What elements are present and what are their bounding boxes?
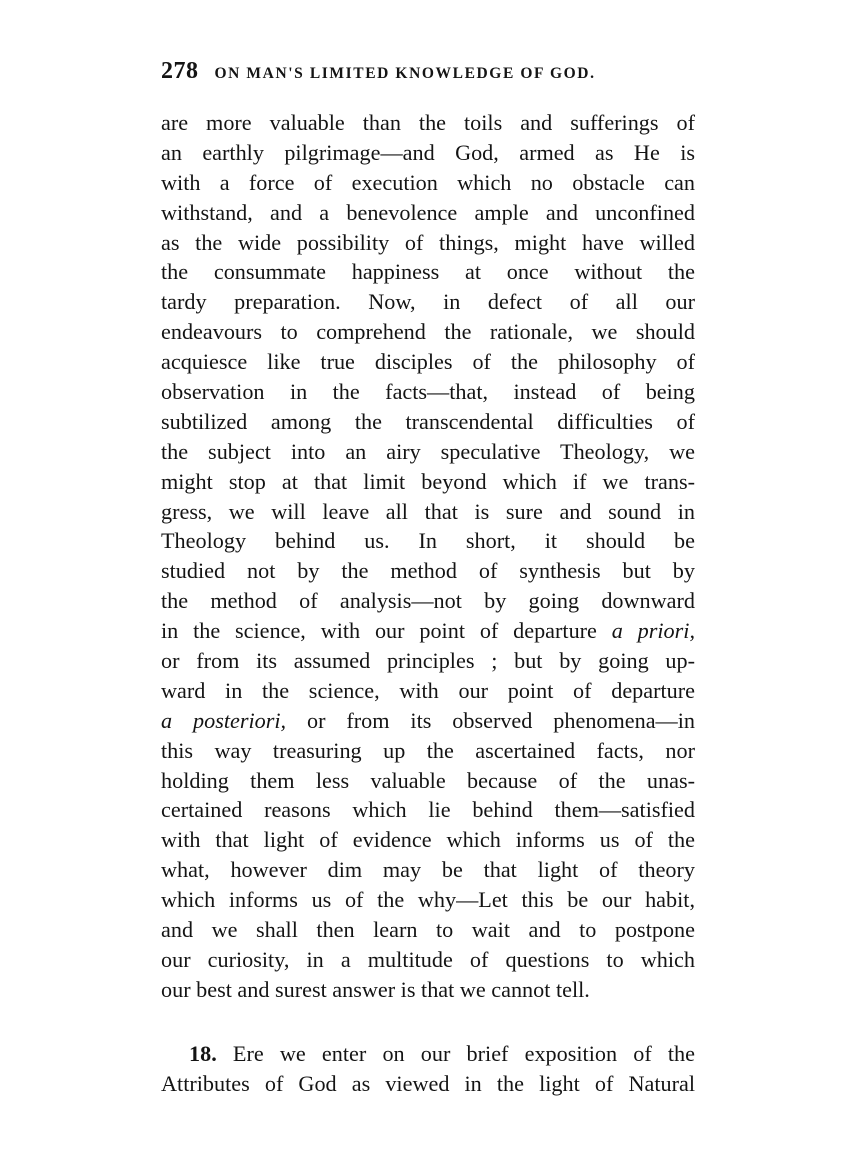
book-page	[161, 58, 695, 1099]
text-line: certained reasons which lie behind them—satisfied	[161, 797, 695, 823]
text-line: studied not by the method of synthesis but by	[161, 558, 695, 584]
text-line: what, however dim may be that light of theory	[161, 857, 695, 883]
text-line: endeavours to comprehend the rationale, we should	[161, 319, 695, 345]
text-line: the subject into an airy speculative Theology, we	[161, 438, 695, 464]
text-line: Theology behind us. In short, it should be	[161, 528, 695, 554]
text-line: our curiosity, in a multitude of questions to which	[161, 946, 695, 972]
text-line: observation in the facts—that, instead of being	[161, 379, 695, 405]
text-line: an earthly pilgrimage—and God, armed as He is	[161, 139, 695, 165]
text-line: our best and surest answer is that we cannot tell.	[161, 976, 590, 1002]
text-line: with a force of execution which no obstacle can	[161, 169, 695, 195]
text-line	[161, 1039, 695, 1069]
text-line	[161, 616, 695, 646]
text-line: ward in the science, with our point of departure	[161, 677, 695, 703]
italic-phrase-a-priori: a priori,	[611, 618, 695, 644]
paragraph-body	[161, 108, 695, 1005]
text-line: are more valuable than the toils and sufferings of	[161, 110, 695, 135]
paragraph-gap	[161, 1005, 695, 1039]
text-line: this way treasuring up the ascertained facts, nor	[161, 737, 695, 763]
text-line: holding them less valuable because of the unas-	[161, 767, 695, 793]
text-line: tardy preparation. Now, in defect of all our	[161, 289, 695, 315]
text-run: or from its observed phenomena—in	[286, 707, 695, 733]
text-line: as the wide possibility of things, might have willed	[161, 229, 695, 255]
running-title: ON MAN'S LIMITED KNOWLEDGE OF GOD.	[214, 65, 596, 82]
text-line: and we shall then learn to wait and to postpone	[161, 917, 695, 943]
text-line: with that light of evidence which informs us of the	[161, 827, 695, 853]
section-number: 18.	[189, 1040, 217, 1066]
text-line: the method of analysis—not by going downward	[161, 588, 695, 614]
page-number: 278	[161, 58, 199, 84]
text-line: Attributes of God as viewed in the light of Natural	[161, 1070, 695, 1096]
text-line: withstand, and a benevolence ample and unconfined	[161, 199, 695, 225]
text-line: gress, we will leave all that is sure and sound in	[161, 498, 695, 524]
text-line: or from its assumed principles ; but by going up-	[161, 648, 695, 674]
italic-phrase-a-posteriori: a posteriori,	[161, 707, 287, 733]
text-line: the consummate happiness at once without the	[161, 259, 695, 285]
running-head	[161, 58, 695, 94]
text-line	[161, 706, 695, 736]
text-line: which informs us of the why—Let this be our habit,	[161, 887, 695, 913]
text-run: Ere we enter on our brief exposition of the	[216, 1040, 695, 1066]
text-run: in the science, with our point of departure	[161, 618, 612, 644]
text-line: might stop at that limit beyond which if we trans-	[161, 468, 695, 494]
text-line: subtilized among the transcendental difficulties of	[161, 408, 695, 434]
paragraph-section-18	[161, 1039, 695, 1099]
text-line: acquiesce like true disciples of the philosophy of	[161, 349, 695, 375]
